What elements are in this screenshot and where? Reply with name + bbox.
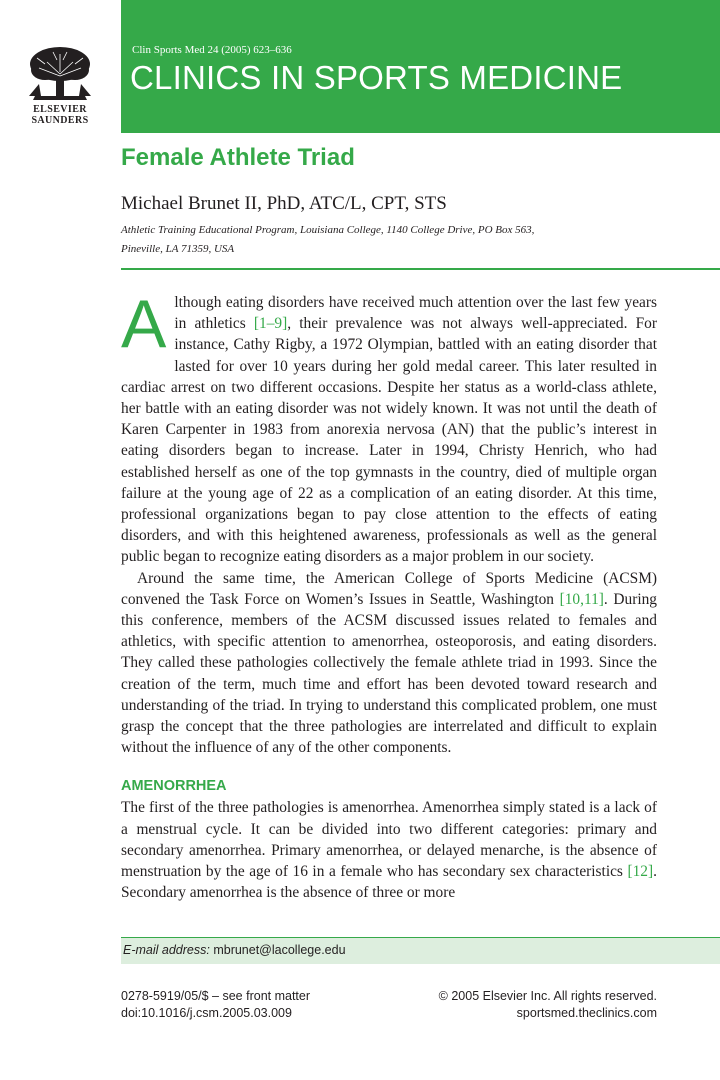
journal-banner xyxy=(121,0,720,133)
copyright: © 2005 Elsevier Inc. All rights reserved. xyxy=(438,989,657,1003)
issn-line: 0278-5919/05/$ – see front matter xyxy=(121,989,311,1003)
citation-link[interactable]: [1–9] xyxy=(253,315,288,333)
author: Michael Brunet II, PhD, ATC/L, CPT, STS xyxy=(121,193,447,214)
journal-title: CLINICS IN SPORTS MEDICINE xyxy=(130,59,623,96)
paragraph xyxy=(121,568,657,759)
affiliation-line: Pineville, LA 71359, USA xyxy=(121,243,235,255)
doi[interactable]: doi:10.1016/j.csm.2005.03.009 xyxy=(121,1006,292,1020)
email-address[interactable]: mbrunet@lacollege.edu xyxy=(213,943,346,957)
header-divider xyxy=(121,268,720,270)
paragraph-text: . Secondary amenorrhea is the absence of three or more xyxy=(121,863,657,902)
email-label: E-mail address: xyxy=(123,943,210,957)
journal-website[interactable]: sportsmed.theclinics.com xyxy=(516,1006,657,1020)
drop-cap: A xyxy=(121,286,167,362)
article-body xyxy=(121,286,657,903)
section-heading: AMENORRHEA xyxy=(121,778,227,795)
paragraph-text: The first of the three pathologies is amenorrhea. Amenorrhea simply stated is a lack of a menstrual cycle. It can be divided into two different categories: primary and secondary amenorrhea. Primary amenorrhea, or delayed menarche, is the absence of menstruation by the age of 16 in a female who has secondary sex characteristics xyxy=(121,799,657,881)
paragraph-text: lthough eating disorders have received much attention over the last few years in athletics xyxy=(174,294,657,333)
paragraph xyxy=(121,286,657,568)
citation-link[interactable]: [12] xyxy=(627,863,654,881)
article-title: Female Athlete Triad xyxy=(121,144,355,171)
publisher-logo xyxy=(8,44,112,136)
paragraph-text: . During this conference, members of the ACSM discussed issues related to females and athletics, with specific attention to amenorrhea, osteoporosis, and eating disorders. They called these pathologies collectively the female athlete triad in 1993. Since the creation of the term, much time and effort has been devoted toward research and understanding of the triad. In trying to understand this complicated problem, one must grasp the concept that the three pathologies are interrelated and difficult to explain without the influence of any of the other components. xyxy=(121,590,657,757)
footer-right xyxy=(439,988,657,1022)
paragraph-text: , their prevalence was not always well-appreciated. For instance, Cathy Rigby, a 1972 Olympian, battled with an eating disorder that lasted for over 10 years during her gold medal career. This later resulted in cardiac arrest on two different occasions. Despite her status as a world-class athlete, her battle with an eating disorder was not widely known. It was not until the death of Karen Carpenter in 1983 from anorexia nervosa (AN) that the public’s interest in eating disorders began to increase. Later in 1994, Christy Henrich, who had established herself as one of the top gymnasts in the country, died of multiple organ failure at the young age of 22 as a complication of an eating disorder. At this time, professional organizations began to pay close attention to the effects of eating disorders, and with this heightened awareness, professionals as well as the general public began to recognize eating disorders as a major problem in our society. xyxy=(121,315,657,566)
footer-left xyxy=(121,988,310,1022)
email-footnote xyxy=(121,937,720,964)
elsevier-tree-icon xyxy=(25,44,95,104)
paragraph xyxy=(121,797,657,903)
publisher-name: ELSEVIER xyxy=(33,104,87,115)
citation: Clin Sports Med 24 (2005) 623–636 xyxy=(132,44,292,56)
paragraph-text: Around the same time, the American College of Sports Medicine (ACSM) convened the Task Force on Women’s Issues in Seattle, Washington xyxy=(121,569,657,608)
publisher-imprint: SAUNDERS xyxy=(31,115,89,126)
affiliation-line: Athletic Training Educational Program, Louisiana College, 1140 College Drive, PO Box 563, xyxy=(121,224,535,236)
citation-link[interactable]: [10,11] xyxy=(559,590,604,608)
affiliation xyxy=(121,221,621,259)
